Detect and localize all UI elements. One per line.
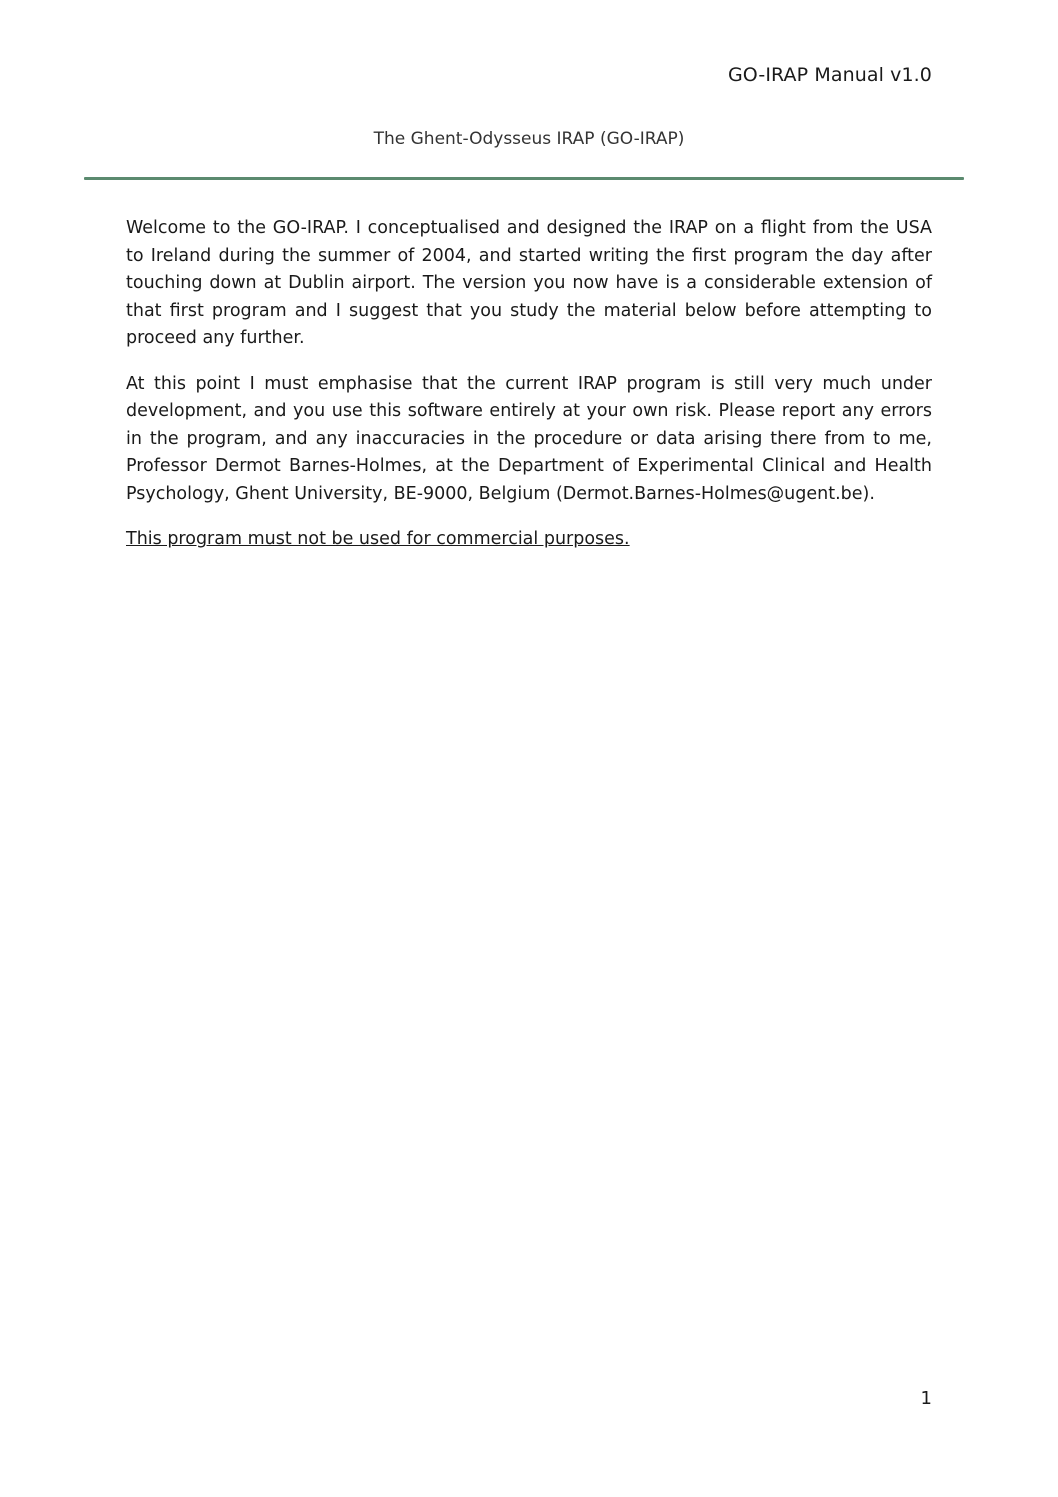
header-divider [84,177,964,180]
welcome-paragraph: Welcome to the GO-IRAP. I conceptualised and designed the IRAP on a flight from the USA to Ireland during the summer of 2004, and started writing the first program the day after touching down at Dublin airport. The version you now have is a considerable extension of that first program and I suggest that you study the material below before attempting to proceed any further. [126,218,932,348]
page-number: 1 [920,1388,932,1409]
disclaimer-paragraph: At this point I must emphasise that the current IRAP program is still very much under development, and you use this software entirely at your own risk. Please report any errors in the program, and any inaccuracies in the procedure or data arising there from to me, Professor Dermot Barnes-Holmes, at the Department of Experimental Clinical and Health Psychology, Ghent University, BE-9000, Belgium (Dermot.Barnes-Holmes@ugent.be). [126,373,932,504]
commercial-use-notice: This program must not be used for commercial purposes. [126,529,630,549]
document-title: The Ghent-Odysseus IRAP (GO-IRAP) [373,129,685,149]
document-body [126,215,932,572]
running-header: GO-IRAP Manual v1.0 [727,64,932,86]
